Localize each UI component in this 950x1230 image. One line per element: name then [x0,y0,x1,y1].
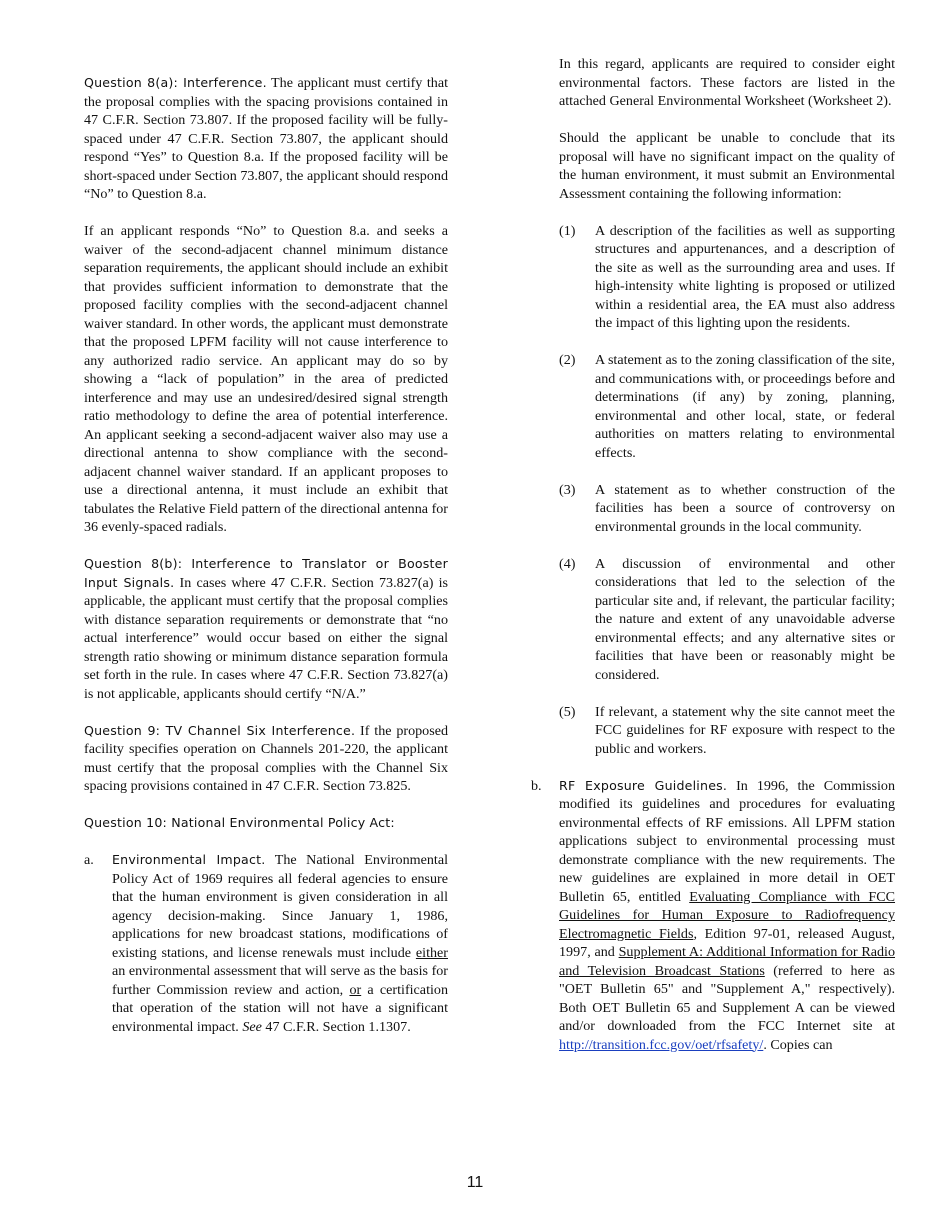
question-10-heading: Question 10: National Environmental Policy Act: [84,815,395,830]
item-b-text-4: . Copies can [763,1036,833,1053]
environmental-assessment-intro: Should the applicant be unable to conclude that its proposal will have no significant impact on the quality of the human environment, it must submit an Environmental Assessment containing the following information: [559,130,895,202]
item-a [84,851,448,1036]
item-a-text-2: an environmental assessment that will serve as the basis for further Commission review and action, [112,963,448,998]
item-b-text-2: , Edition 97-01, released August, 1997, and [559,925,895,960]
ea-list-item [559,481,895,537]
item-b-heading: RF Exposure Guidelines. [559,777,728,793]
ea-item-4-label: (4) [559,555,576,572]
item-b-text-1: In 1996, the Commission modified its guidelines and procedures for evaluating environmental effects of RF emissions. All LPFM station applications subject to environmental processing must demonstrate compliance with the new requirements. The new guidelines are explained in more detail in OET Bulletin 65, entitled [559,777,895,905]
item-a-heading: Environmental Impact. [112,852,266,867]
item-b-body [559,777,895,1055]
question-8a-heading: Question 8(a): Interference. [84,75,267,90]
item-a-label: a. [84,852,94,868]
item-a-text-1: The National Environmental Policy Act of 1969 requires all federal agencies to ensure that the human environment is given consideration in all agency decision-making. Since January 1, 1986, applications for new broadcast stations, modifications of existing stations, and license renewals must include [112,852,448,961]
item-a-body [112,851,448,1036]
question-8b-paragraph [84,555,448,703]
environmental-factors-intro: In this regard, applicants are required to consider eight environmental factors. These factors are listed in the attached General Environmental Worksheet (Worksheet 2). [559,56,895,109]
oet-bulletin-title: Evaluating Compliance with FCC Guidelines for Human Exposure to Radiofrequency Electromagnetic Fields [559,888,896,942]
ea-item-2-label: (2) [559,352,576,368]
page-number: 11 [466,1174,484,1191]
item-a-text-4: 47 C.F.R. Section 1.1307. [261,1018,411,1035]
ea-item-4-text: A discussion of environmental and other considerations that led to the selection of the particular site and, if relevant, the particular facility; the nature and extent of any unavoidable adverse environmental effects; and any alternative sites or facilities that have been or reasonably might be considered. [595,555,895,683]
supplement-a-title: Supplement A: Additional Information for Radio and Television Broadcast Stations [559,944,895,979]
item-a-text-3: a certification that operation of the station will not have a significant environmental impact. [112,981,448,1035]
question-8a-paragraph [84,74,448,204]
ea-item-3-text: A statement as to whether construction of the facilities has been a source of controversy on environmental grounds in the local community. [595,481,895,535]
item-a-see: See [242,1018,262,1035]
question-9-heading: Question 9: TV Channel Six Interference. [84,722,356,738]
ea-list-item [559,351,895,462]
left-column [84,74,448,1036]
ea-list-item [559,222,895,333]
question-9-body: If the proposed facility specifies operation on Channels 201-220, the applicant must certify that the proposal complies with the Channel Six spacing provisions contained in 47 C.F.R. Section 73.825. [84,722,449,794]
item-b [531,777,895,1055]
ea-item-5-label: (5) [559,703,576,720]
question-8b-body: In cases where 47 C.F.R. Section 73.827(a) is applicable, the applicant must certify that the proposal complies with distance separation requirements or demonstrate that “no actual interference” would occur based on either the signal strength ratio showing or minimum distance separation formula set forth in the rule. In cases where 47 C.F.R. Section 73.827(a) is not applicable, applicants should certify “N/A.” [84,574,448,702]
question-8a-waiver-paragraph: If an applicant responds “No” to Question 8.a. and seeks a waiver of the second-adjacent channel minimum distance separation requirements, the applicant should include an exhibit that provides sufficient information to demonstrate that the proposed facility complies with the second-adjacent channel waiver standard. In other words, the applicant must demonstrate that the proposed LPFM facility will not cause interference to any authorized radio service. An applicant may do so by showing a “lack of population” in the area of predicted interference and may use an undesired/desired signal strength ratio methodology to define the area of potential interference. An applicant seeking a second-adjacent waiver also may use a directional antenna to show compliance with the second-adjacent channel waiver standard. If an applicant proposes to use a directional antenna, it must include an exhibit that tabulates the Relative Field pattern of the directional antenna for 36 evenly-spaced radials. [84,223,448,535]
ea-item-5-text: If relevant, a statement why the site cannot meet the FCC guidelines for RF exposure with respect to the public and workers. [595,703,895,757]
ea-item-2-text: A statement as to the zoning classification of the site, and communications with, or proceedings before and determinations (if any) by zoning, planning, environmental and other local, state, or federal authorities on matters relating to environmental effects. [595,352,895,461]
ea-item-1-text: A description of the facilities as well as supporting structures and appurtenances, and a description of the site as well as the surrounding area and uses. If high-intensity white lighting is proposed or utilized within a residential area, the EA must also address the impact of this lighting upon the residents. [595,222,895,331]
question-9-paragraph [84,722,448,796]
right-column [531,55,895,1054]
item-a-or: or [349,981,362,998]
ea-list-item [559,555,895,685]
item-b-text-3: (referred to here as "OET Bulletin 65" and "Supplement A," respectively). Both OET Bulletin 65 and Supplement A can be viewed and/or downloaded from the FCC Internet site at [559,962,895,1034]
ea-list-item [559,703,895,759]
ea-list [559,222,895,759]
item-a-either: either [415,944,448,961]
ea-item-1-label: (1) [559,222,576,239]
ea-item-3-label: (3) [559,481,576,498]
question-8a-body: The applicant must certify that the proposal complies with the spacing provisions contained in 47 C.F.R. Section 73.807. If the proposed facility will be fully-spaced under 47 C.F.R. Section 73.807, the applicant should respond “Yes” to Question 8.a. If the proposed facility will be short-spaced under Section 73.807, the applicant should respond “No” to Question 8.a. [84,75,449,202]
fcc-rfsafety-link[interactable]: http://transition.fcc.gov/oet/rfsafety/ [559,1036,764,1053]
question-8b-heading: Question 8(b): Interference to Translator or Booster Input Signals. [84,556,448,590]
item-b-label: b. [531,777,542,794]
